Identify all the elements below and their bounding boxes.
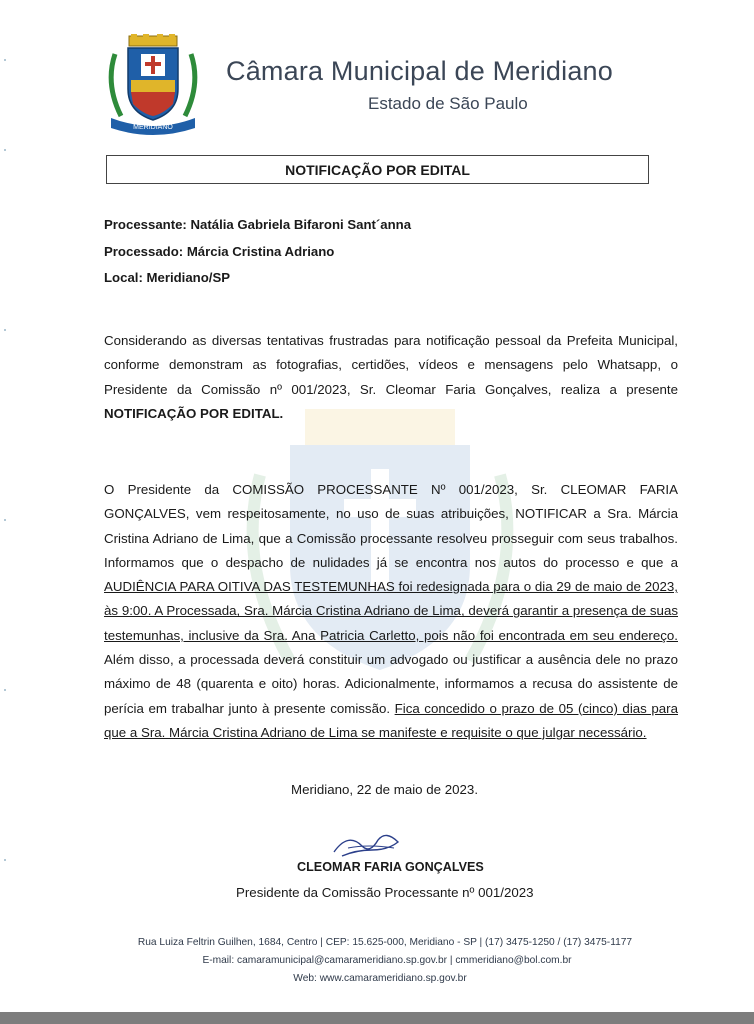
notice-title-box: [106, 155, 649, 184]
dateline: Meridiano, 22 de maio de 2023.: [291, 782, 479, 797]
municipal-crest-icon: [103, 34, 203, 138]
processado-line: Processado: Márcia Cristina Adriano: [104, 244, 335, 259]
paragraph-notification-underlined1: AUDIÊNCIA PARA OITIVA DAS TESTEMUNHAS foi redesignada para o dia 29 de maio de 2023, às 9:00. A Processada, Sra. Márcia Cristina Adriano de Lima, deverá garantir a presença de suas testemunhas, inclusive da Sra. Ana Patricia Carletto, pois não foi encontrada em seu endereço.: [104, 579, 678, 643]
footer-web: Web: www.camarameridiano.sp.gov.br: [293, 973, 467, 984]
scan-bottom-bar: [0, 1012, 754, 1024]
paragraph-notification-part1: O Presidente da COMISSÃO PROCESSANTE Nº 001/2023, Sr. CLEOMAR FARIA GONÇALVES, vem respeitosamente, no uso de suas atribuições, NOTIFICAR a Sra. Márcia Cristina Adriano de Lima, que a Comissão processante resolveu prosseguir com seus trabalhos. Informamos que o despacho de nulidades já se encontra nos autos do processo e que a: [104, 482, 678, 570]
scan-edge-marks: [3, 0, 7, 1010]
paragraph-intro-text: Considerando as diversas tentativas frustradas para notificação pessoal da Prefeita Municipal, conforme demonstram as fotografias, certidões, vídeos e mensagens pelo Whatsapp, o Presidente da Comissão nº 001/2023, Sr. Cleomar Faria Gonçalves, realiza a presente: [104, 333, 678, 397]
footer-email: E-mail: camaramunicipal@camarameridiano.sp.gov.br | cmmeridiano@bol.com.br: [202, 955, 572, 966]
paragraph-notification-underlined2: Fica concedido o prazo de 05 (cinco) dias para que a Sra. Márcia Cristina Adriano de Lima se manifeste e requisite o que julgar necessário.: [104, 700, 678, 740]
paragraph-notification-part2: Além disso, a processada deverá constituir um advogado ou justificar a ausência dele no prazo máximo de 48 (quarenta e oito) horas. Adicionalmente, informamos a recusa do assistente de perícia em trabalhar junto à presente comissão.: [104, 652, 678, 716]
signature-mark: [328, 828, 408, 862]
institution-subtitle: Estado de São Paulo: [368, 94, 528, 113]
paragraph-notification: [104, 478, 678, 745]
signer-role: Presidente da Comissão Processante nº 001/2023: [236, 885, 534, 900]
footer-address: Rua Luiza Feltrin Guilhen, 1684, Centro | CEP: 15.625-000, Meridiano - SP | (17) 3475-1250 / (17) 3475-1177: [137, 937, 633, 948]
processante-line: Processante: Natália Gabriela Bifaroni Sant´anna: [104, 217, 412, 232]
paragraph-intro-bold: NOTIFICAÇÃO POR EDITAL.: [104, 405, 284, 421]
paragraph-intro: [104, 329, 678, 426]
signer-name: CLEOMAR FARIA GONÇALVES: [297, 860, 484, 874]
notice-title: NOTIFICAÇÃO POR EDITAL: [285, 161, 470, 178]
institution-title: Câmara Municipal de Meridiano: [226, 56, 613, 86]
local-line: Local: Meridiano/SP: [104, 270, 231, 285]
crest-banner-text: MERIDIANO: [133, 124, 173, 131]
